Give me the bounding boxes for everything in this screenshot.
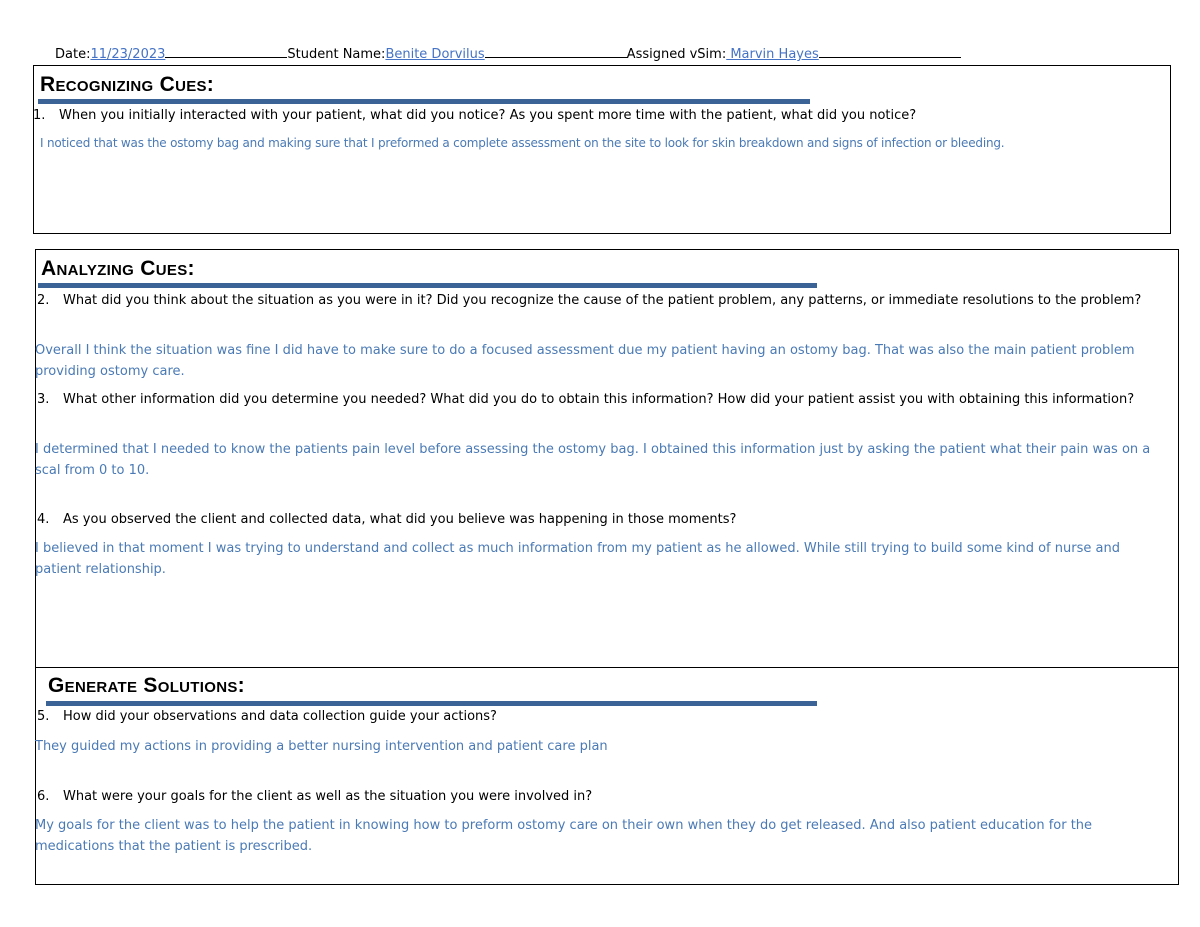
student-name-value[interactable]: Benite Dorvilus [385, 47, 485, 62]
student-name-underline [485, 45, 627, 58]
date-label: Date: [55, 47, 91, 62]
question-3 [37, 389, 1157, 410]
analyzing-cues-rule [38, 283, 817, 288]
question-5-text: How did your observations and data collection guide your actions? [63, 709, 497, 724]
question-6 [37, 786, 1157, 807]
analyzing-cues-title: Analyzing Cues: [41, 257, 195, 280]
answer-2[interactable]: Overall I think the situation was fine I did have to make sure to do a focused assessment due my patient having an ostomy bag. That was also the main patient problem providing ostomy care. [35, 343, 1135, 379]
question-6-number: 6. [37, 789, 50, 804]
question-3-number: 3. [37, 392, 50, 407]
question-6-text: What were your goals for the client as well as the situation you were involved in? [63, 789, 593, 804]
document-header [55, 45, 961, 62]
answer-4[interactable]: I believed in that moment I was trying to understand and collect as much information from my patient as he allowed. While still trying to build some kind of nurse and patient relationship. [35, 541, 1120, 577]
answer-1[interactable]: I noticed that was the ostomy bag and making sure that I preformed a complete assessment on the site to look for skin breakdown and signs of infection or bleeding. [40, 136, 1005, 150]
assigned-vsim-label: Assigned vSim: [626, 47, 727, 62]
assigned-vsim-underline [819, 45, 961, 58]
question-4-text: As you observed the client and collected data, what did you believe was happening in those moments? [63, 512, 737, 527]
question-4 [37, 509, 1157, 530]
recognizing-cues-title: Recognizing Cues: [40, 73, 215, 96]
question-2-text: What did you think about the situation as you were in it? Did you recognize the cause of the patient problem, any patterns, or immediate resolutions to the problem? [63, 293, 1142, 308]
generate-solutions-title: Generate Solutions: [48, 674, 245, 697]
question-5 [37, 706, 1157, 727]
question-5-number: 5. [37, 709, 50, 724]
answer-6[interactable]: My goals for the client was to help the patient in knowing how to preform ostomy care on their own when they do get released. And also patient education for the medications that the patient is prescribed. [35, 818, 1093, 854]
question-2 [37, 290, 1157, 311]
question-4-number: 4. [37, 512, 50, 527]
question-1-text: When you initially interacted with your patient, what did you notice? As you spent more time with the patient, what did you notice? [59, 108, 917, 123]
section-divider [35, 667, 1179, 668]
date-value[interactable]: 11/23/2023 [90, 47, 166, 62]
question-1-number: 1. [33, 108, 46, 123]
question-2-number: 2. [37, 293, 50, 308]
student-name-label: Student Name: [287, 47, 386, 62]
date-underline [165, 45, 287, 58]
question-1 [33, 105, 1163, 126]
answer-5[interactable]: They guided my actions in providing a better nursing intervention and patient care plan [35, 739, 608, 754]
question-3-text: What other information did you determine you needed? What did you do to obtain this information? How did your patient assist you with obtaining this information? [63, 392, 1135, 407]
recognizing-cues-rule [38, 99, 810, 104]
answer-3[interactable]: I determined that I needed to know the patients pain level before assessing the ostomy bag. I obtained this information just by asking the patient what their pain was on a scal from 0 to 10. [35, 442, 1151, 478]
assigned-vsim-value[interactable]: Marvin Hayes [726, 47, 819, 62]
